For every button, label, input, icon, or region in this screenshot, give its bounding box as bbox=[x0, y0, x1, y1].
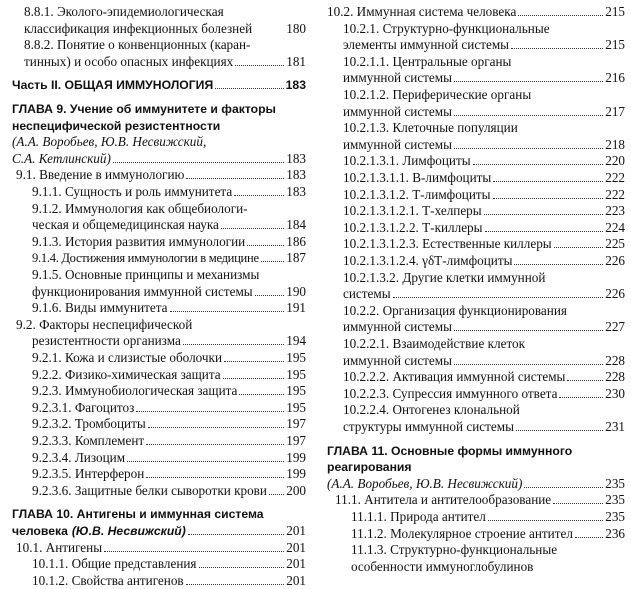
toc-entry bbox=[12, 250, 306, 266]
toc-entry bbox=[327, 137, 625, 153]
toc-entry bbox=[12, 234, 306, 250]
dot-leader bbox=[104, 551, 284, 552]
toc-entry bbox=[12, 350, 306, 366]
toc-page-number: 228 bbox=[605, 352, 625, 368]
dot-leader bbox=[454, 148, 603, 149]
toc-entry-title: 10.2.1.3.1.2.2. Т-киллеры bbox=[343, 219, 483, 235]
dot-leader bbox=[183, 344, 284, 345]
toc-entry-title: 9.2.3.6. Защитные белки сыворотки крови bbox=[32, 482, 267, 498]
dot-leader bbox=[186, 178, 284, 179]
toc-page-number: 235 bbox=[605, 475, 625, 491]
toc-entry-title: 10.2.1.3.1. Лимфоциты bbox=[343, 153, 471, 169]
toc-entry bbox=[12, 483, 306, 499]
toc-entry bbox=[12, 184, 306, 200]
dot-leader bbox=[247, 245, 284, 246]
toc-page-number: 235 bbox=[605, 509, 625, 524]
dot-leader bbox=[255, 295, 285, 296]
toc-page-number: 186 bbox=[286, 233, 306, 249]
toc-entry bbox=[12, 556, 306, 572]
toc-entry-title: иммунной системы bbox=[343, 352, 452, 368]
toc-entry bbox=[327, 476, 625, 492]
toc-page-number: 183 bbox=[286, 167, 306, 183]
dot-leader bbox=[136, 411, 284, 412]
chapter-heading: ГЛАВА 9. Учение об иммунитете и факторы bbox=[12, 102, 276, 116]
toc-page-number: 199 bbox=[286, 449, 306, 465]
chapter-authors: (А.А. Воробьев, Ю.В. Несвижский, bbox=[12, 134, 207, 150]
dot-leader bbox=[186, 584, 285, 585]
toc-entry-title: 10.2.1.3.1.1. В-лимфоциты bbox=[343, 170, 492, 185]
toc-page-number: 201 bbox=[286, 572, 306, 588]
toc-entry-title: элементы иммунной системы bbox=[343, 37, 510, 53]
toc-entry-title: 10.1.1. Общие представления bbox=[32, 556, 197, 572]
toc-entry bbox=[12, 450, 306, 466]
toc-entry-title: 9.1. Введение в иммунологию bbox=[16, 167, 185, 183]
toc-entry bbox=[327, 37, 625, 53]
toc-page-number: 224 bbox=[605, 219, 625, 235]
dot-leader bbox=[518, 15, 603, 16]
toc-page-number: 181 bbox=[286, 53, 306, 69]
toc-page-number: 195 bbox=[286, 399, 306, 415]
toc-entry bbox=[327, 286, 625, 302]
toc-entry-line: 10.2.1.1. Центральные органы bbox=[343, 53, 512, 69]
dot-leader bbox=[554, 247, 604, 248]
toc-entry-title: 10.1.2. Свойства антигенов bbox=[32, 572, 184, 588]
toc-page-number: 235 bbox=[605, 492, 625, 508]
toc-page-number: 197 bbox=[286, 416, 306, 432]
toc-entry bbox=[12, 433, 306, 449]
toc-entry bbox=[12, 151, 306, 167]
toc-entry-title: резистентности организма bbox=[32, 333, 181, 349]
dot-leader bbox=[454, 81, 603, 82]
toc-page-number: 220 bbox=[605, 153, 625, 169]
dot-leader bbox=[516, 430, 603, 431]
dot-leader bbox=[553, 503, 603, 504]
toc-page-number: 231 bbox=[605, 419, 625, 434]
toc-entry bbox=[327, 170, 625, 186]
toc-page-number: 194 bbox=[286, 333, 306, 349]
dot-leader bbox=[146, 444, 284, 445]
dot-leader bbox=[127, 461, 284, 462]
toc-entry-title: 10.2.2.2. Активация иммунной системы bbox=[343, 369, 566, 385]
dot-leader bbox=[524, 487, 603, 488]
toc-entry bbox=[12, 466, 306, 482]
toc-page-number: 195 bbox=[286, 366, 306, 382]
toc-entry bbox=[12, 540, 306, 556]
toc-entry bbox=[12, 284, 306, 300]
toc-page-number: 201 bbox=[286, 523, 306, 538]
toc-entry bbox=[327, 369, 625, 385]
toc-entry bbox=[12, 400, 306, 416]
toc-page-number: 230 bbox=[605, 385, 625, 401]
toc-entry-title: 9.2.3.1. Фагоцитоз bbox=[32, 399, 135, 415]
toc-entry-title: ческая и общемедицинская наука bbox=[32, 217, 219, 233]
toc-page-number: 218 bbox=[605, 136, 625, 152]
toc-page-number: 215 bbox=[605, 37, 625, 53]
toc-entry-title: 9.1.6. Виды иммунитета bbox=[32, 300, 168, 316]
toc-entry bbox=[327, 319, 625, 335]
toc-page-number: 200 bbox=[286, 482, 306, 498]
toc-entry-title: тинных) и особо опасных инфекциях bbox=[24, 53, 234, 69]
dot-leader bbox=[393, 297, 604, 298]
toc-entry bbox=[12, 167, 306, 183]
dot-leader bbox=[575, 537, 603, 538]
toc-page-number: 180 bbox=[286, 20, 306, 36]
toc-entry bbox=[12, 367, 306, 383]
toc-entry-line: 10.2.2.1. Взаимодействие клеток bbox=[343, 336, 526, 351]
toc-entry-line: особенности иммуноглобулинов bbox=[351, 558, 534, 574]
toc-page-number: 236 bbox=[605, 525, 625, 541]
toc-entry bbox=[327, 419, 625, 435]
toc-entry bbox=[12, 573, 306, 589]
toc-entry bbox=[327, 353, 625, 369]
toc-page-number: 225 bbox=[605, 236, 625, 252]
toc-page-number: 201 bbox=[286, 539, 306, 555]
toc-entry bbox=[12, 383, 306, 399]
dot-leader bbox=[26, 32, 284, 33]
dot-leader bbox=[221, 228, 284, 229]
toc-entry-title: 10.2.2.3. Супрессия иммунного ответа bbox=[343, 385, 558, 401]
toc-page-number: 222 bbox=[605, 170, 625, 185]
toc-entry-title: иммунной системы bbox=[343, 136, 452, 152]
toc-entry-line: 8.8.2. Понятие о конвенционных (каран- bbox=[24, 37, 251, 53]
toc-page-number: 199 bbox=[286, 466, 306, 482]
toc-entry bbox=[327, 153, 625, 169]
toc-entry-line: 10.2.2. Организация функционирования bbox=[343, 302, 567, 318]
toc-entry-title: 10.2.1.3.1.2.4. γδТ-лимфоциты bbox=[343, 253, 513, 268]
toc-entry-line: 10.2.1.3.2. Другие клетки иммунной bbox=[343, 269, 546, 285]
toc-page-number: 197 bbox=[286, 433, 306, 448]
dot-leader bbox=[215, 88, 283, 89]
toc-entry-line: 10.2.1.2. Периферические органы bbox=[343, 87, 532, 102]
toc-entry-line: классификация инфекционных болезней bbox=[24, 20, 253, 36]
toc-page-number: 226 bbox=[605, 286, 625, 302]
toc-entry-title: структуры иммунной системы bbox=[343, 419, 514, 434]
toc-page-number: 226 bbox=[605, 253, 625, 268]
toc-entry-title: 9.2.3.5. Интерферон bbox=[32, 466, 145, 482]
toc-entry-title: 9.1.3. История развития иммунологии bbox=[32, 233, 246, 249]
toc-entry-line: 9.1.2. Иммунология как общебиологи- bbox=[32, 200, 248, 216]
toc-entry-title: 11.1.1. Природа антител bbox=[351, 509, 486, 524]
chapter-heading: ГЛАВА 10. Антигены и иммунная система bbox=[12, 507, 264, 522]
dot-leader bbox=[234, 195, 284, 196]
toc-entry-title: иммунной системы bbox=[343, 319, 452, 335]
toc-page-number: 223 bbox=[605, 203, 625, 219]
toc-entry bbox=[12, 21, 306, 37]
toc-page-number: 184 bbox=[286, 217, 306, 233]
toc-page-number: 183 bbox=[286, 150, 306, 166]
toc-entry bbox=[12, 333, 306, 349]
dot-leader bbox=[488, 520, 603, 521]
toc-entry bbox=[12, 416, 306, 432]
toc-entry-title: человека bbox=[12, 524, 68, 538]
toc-page-number: 195 bbox=[286, 350, 306, 365]
toc-entry-title: 9.1.4. Достижения иммунологии в медицине bbox=[32, 251, 259, 266]
toc-page-number: 228 bbox=[605, 369, 625, 385]
chapter-heading: реагирования bbox=[327, 460, 412, 475]
dot-leader bbox=[239, 394, 284, 395]
dot-leader bbox=[235, 65, 284, 66]
toc-entry-title: функционирования иммунной системы bbox=[32, 283, 253, 299]
toc-entry bbox=[327, 4, 625, 20]
toc-entry-title: 9.1.1. Сущность и роль иммунитета bbox=[32, 184, 233, 199]
toc-entry-title: 10.2.1.3.1.2.1. Т-хелперы bbox=[343, 203, 482, 219]
toc-entry bbox=[327, 253, 625, 269]
toc-entry bbox=[12, 523, 306, 539]
dot-leader bbox=[511, 48, 603, 49]
dot-leader bbox=[485, 231, 604, 232]
dot-leader bbox=[454, 330, 603, 331]
toc-entry bbox=[327, 492, 625, 508]
dot-leader bbox=[514, 264, 603, 265]
toc-entry-line: 9.2. Факторы неспецифической bbox=[16, 316, 193, 332]
dot-leader bbox=[454, 115, 603, 116]
toc-entry-title: системы bbox=[343, 286, 391, 302]
dot-leader bbox=[493, 181, 603, 182]
dot-leader bbox=[269, 494, 284, 495]
toc-entry bbox=[327, 236, 625, 252]
toc-entry-title: 9.2.2. Физико-химическая защита bbox=[32, 366, 221, 382]
toc-entry-authors: (Ю.В. Несвижский) bbox=[71, 524, 186, 538]
toc-page-number: 195 bbox=[286, 383, 306, 399]
toc-entry-title: 11.1.2. Молекулярное строение антител bbox=[351, 525, 573, 541]
dot-leader bbox=[473, 164, 604, 165]
chapter-heading: ГЛАВА 11. Основные формы иммунного bbox=[327, 443, 573, 458]
toc-entry bbox=[327, 104, 625, 120]
toc-entry-line: 10.2.1.3. Клеточные популяции bbox=[343, 120, 518, 136]
toc-entry-title: 9.2.3.4. Лизоцим bbox=[32, 449, 126, 465]
toc-entry-title: (А.А. Воробьев, Ю.В. Несвижский) bbox=[327, 475, 523, 491]
toc-entry-title: 9.2.1. Кожа и слизистые оболочки bbox=[32, 350, 223, 365]
dot-leader bbox=[261, 261, 284, 262]
dot-leader bbox=[170, 311, 285, 312]
toc-entry-title: 11.1. Антитела и антителообразование bbox=[335, 492, 552, 508]
dot-leader bbox=[484, 214, 604, 215]
dot-leader bbox=[224, 361, 284, 362]
toc-page-number: 227 bbox=[605, 319, 625, 335]
toc-entry-title: 10.2. Иммунная система человека bbox=[327, 4, 517, 19]
toc-entry-line: 10.2.2.4. Онтогенез клональной bbox=[343, 402, 520, 418]
toc-entry-title: Часть II. ОБЩАЯ ИММУНОЛОГИЯ bbox=[12, 78, 214, 93]
toc-entry-title: иммунной системы bbox=[343, 103, 452, 119]
toc-entry-title: 9.2.3.3. Комплемент bbox=[32, 433, 145, 448]
toc-page-number: 187 bbox=[286, 250, 306, 266]
toc-entry bbox=[327, 386, 625, 402]
toc-entry-title: иммунной системы bbox=[343, 70, 452, 86]
dot-leader bbox=[199, 567, 285, 568]
toc-entry bbox=[12, 217, 306, 233]
toc-page-number: 190 bbox=[286, 283, 306, 299]
toc-entry-title: 10.2.1.3.1.2. Т-лимфоциты bbox=[343, 186, 491, 202]
toc-entry-line: 8.8.1. Эколого-эпидемиологическая bbox=[24, 4, 224, 19]
toc-entry-line: 10.2.1. Структурно-функциональные bbox=[343, 20, 550, 36]
dot-leader bbox=[567, 380, 603, 381]
toc-entry bbox=[327, 70, 625, 86]
toc-entry bbox=[327, 509, 625, 525]
toc-entry bbox=[12, 54, 306, 70]
toc-entry bbox=[327, 187, 625, 203]
dot-leader bbox=[223, 378, 285, 379]
dot-leader bbox=[454, 364, 603, 365]
toc-entry bbox=[327, 526, 625, 542]
toc-page-number: 216 bbox=[605, 70, 625, 86]
toc-entry-title: 9.2.3.2. Тромбоциты bbox=[32, 416, 146, 432]
toc-page-number: 183 bbox=[285, 78, 306, 93]
toc-page-number: 201 bbox=[286, 556, 306, 572]
toc-entry-line: 9.1.5. Основные принципы и механизмы bbox=[32, 267, 260, 282]
dot-leader bbox=[146, 477, 284, 478]
toc-entry-title: 9.2.3. Иммунобиологическая защита bbox=[32, 383, 238, 399]
toc-entry-title: С.А. Кетлинский) bbox=[12, 150, 111, 166]
toc-page-number: 217 bbox=[605, 103, 625, 119]
dot-leader bbox=[113, 162, 284, 163]
dot-leader bbox=[188, 534, 284, 535]
dot-leader bbox=[559, 397, 603, 398]
toc-page-number: 191 bbox=[286, 300, 306, 316]
dot-leader bbox=[148, 427, 284, 428]
chapter-heading: неспецифической резистентности bbox=[12, 118, 221, 133]
toc-page-number: 222 bbox=[605, 186, 625, 202]
toc-section-heading bbox=[12, 77, 306, 93]
toc-entry-title: 10.2.1.3.1.2.3. Естественные киллеры bbox=[343, 236, 552, 252]
toc-entry bbox=[327, 220, 625, 236]
toc-entry-title: 10.1. Антигены bbox=[16, 539, 103, 555]
toc-entry-line: 11.1.3. Структурно-функциональные bbox=[351, 542, 558, 558]
toc-entry bbox=[327, 203, 625, 219]
toc-entry bbox=[12, 300, 306, 316]
toc-page-number: 215 bbox=[605, 4, 625, 19]
toc-page-number: 183 bbox=[286, 184, 306, 199]
dot-leader bbox=[493, 198, 604, 199]
